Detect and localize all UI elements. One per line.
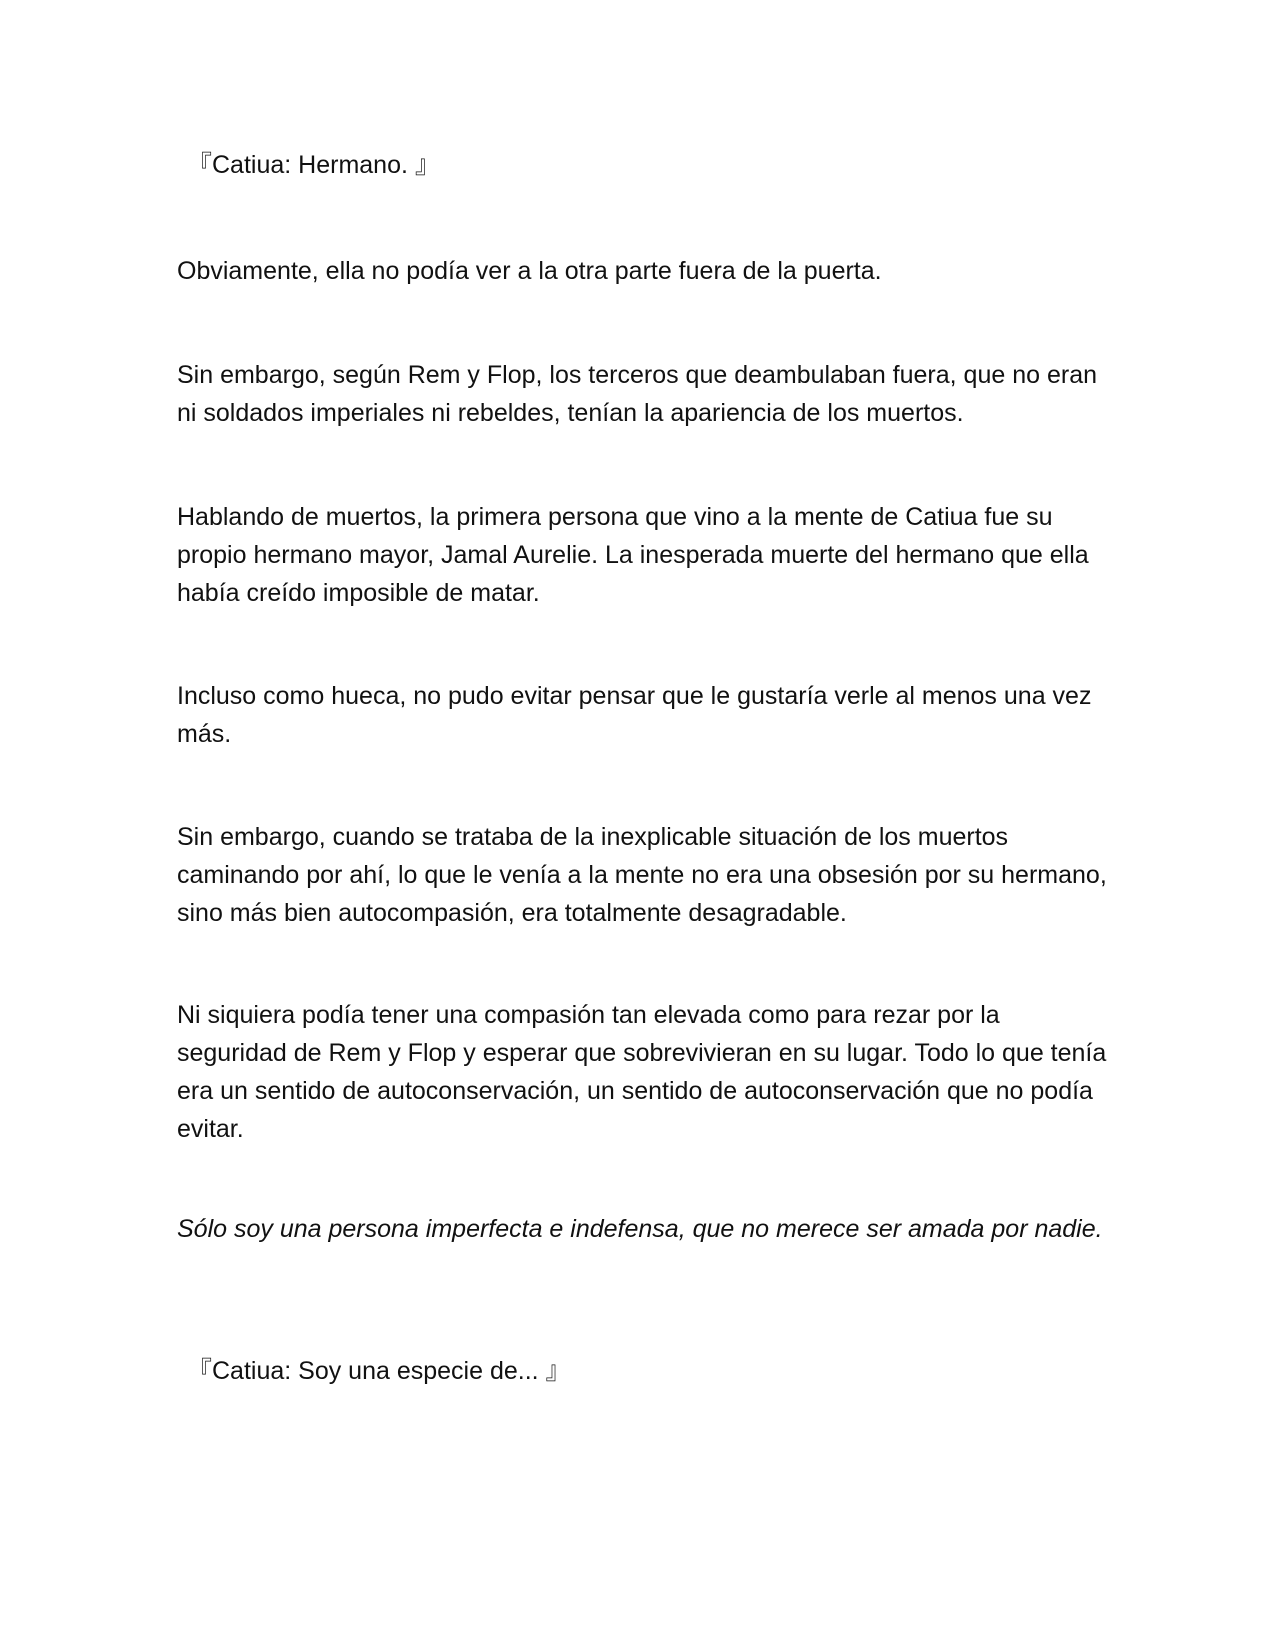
narration-paragraph: Incluso como hueca, no pudo evitar pensar que le gustaría verle al menos una vez más. bbox=[177, 682, 1092, 748]
narration-paragraph: Ni siquiera podía tener una compasión tan elevada como para rezar por la seguridad de Rem y Flop y esperar que sobrevivieran en su lugar. Todo lo que tenía era un sentido de autoconservación, un sentido de autoconservación que no podía evitar. bbox=[177, 1001, 1107, 1143]
inner-thought-paragraph: Sólo soy una persona imperfecta e indefensa, que no merece ser amada por nadie. bbox=[177, 1215, 1103, 1243]
narration-paragraph: Obviamente, ella no podía ver a la otra parte fuera de la puerta. bbox=[177, 257, 882, 285]
narration-paragraph: Sin embargo, según Rem y Flop, los terceros que deambulaban fuera, que no eran ni soldados imperiales ni rebeldes, tenían la apariencia de los muertos. bbox=[177, 361, 1097, 427]
narration-paragraph: Hablando de muertos, la primera persona que vino a la mente de Catiua fue su propio hermano mayor, Jamal Aurelie. La inesperada muerte del hermano que ella había creído imposible de matar. bbox=[177, 503, 1089, 607]
narration-paragraph: Sin embargo, cuando se trataba de la inexplicable situación de los muertos caminando por ahí, lo que le venía a la mente no era una obsesión por su hermano, sino más bien autocompasión, era totalmente desagradable. bbox=[177, 823, 1107, 927]
dialogue-line-catiua-hermano: 『Catiua: Hermano. 』 bbox=[187, 151, 440, 179]
dialogue-line-catiua-especie: 『Catiua: Soy una especie de... 』 bbox=[187, 1357, 571, 1385]
